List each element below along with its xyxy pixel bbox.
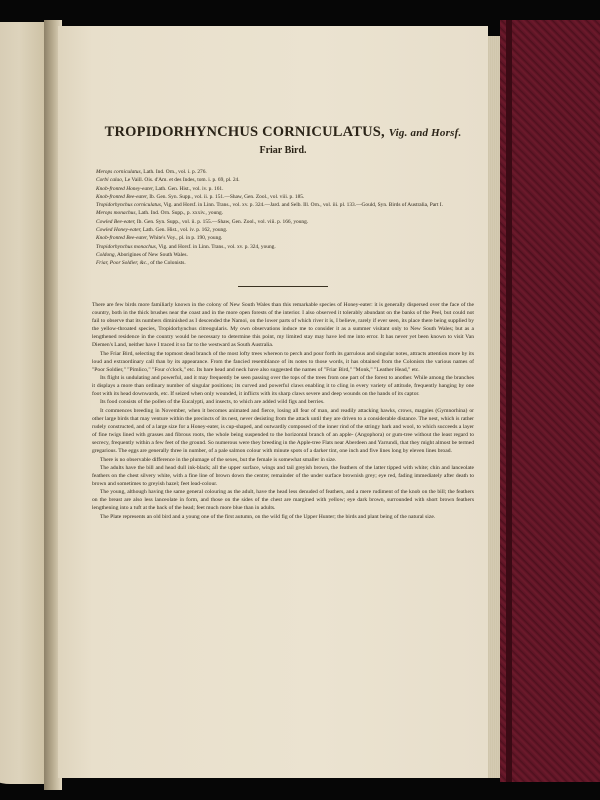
synonym-entry: Coldong, Aborigines of New South Wales. (96, 251, 188, 258)
page-content (92, 124, 474, 521)
synonym-entry: Knob-fronted Bee-eater, White's Voy., pl. in p. 190, young. (96, 235, 223, 242)
synonym-entry: Knob-fronted Honey-eater, Lath. Gen. Hist., vol. iv. p. 161. (96, 185, 224, 192)
species-authority: Vig. and Horsf. (388, 127, 462, 139)
paragraph: The Plate represents an old bird and a young one of the first autumn, on the wild fig of the Upper Hunter; the birds and plant being of the natural size. (100, 513, 436, 520)
species-name: TROPIDORHYNCHUS CORNICULATUS, (104, 124, 385, 140)
paragraph: There are few birds more familiarly known in the colony of New South Wales than this remarkable species of Honey-eater: it is generally dispersed over the face of the country, both in the thick brushes near the coast and in the more open forests of the interior. I also observed it tolerably abundant on the banks of the Peel, but could not fail to observe that its numbers diminished as I descended the Namoi, on the lower parts of which river it is, I believe, rarely if ever seen, its place there being supplied by the yellow-throated species, Tropidorhynchus citreogularis. My own observations induce me to consider it as a summer visitant only to New South Wales; but as a lengthened residence in the country would be necessary to determine this point, my limited stay may have led me into error. It has never yet been known to visit Van Diemen's Land, neither have I traced it so far to the westward as South Australia. (92, 301, 474, 349)
synonym-entry: Merops monachus, Lath. Ind. Orn. Supp., p. xxxiv., young. (96, 210, 224, 217)
synonym-entry: Tropidorhynchus monachus, Vig. and Horsf. in Linn. Trans., vol. xv. p. 324, young. (96, 243, 276, 250)
paragraph: The young, although having the same general colouring as the adult, have the head less denuded of feathers, and a mere rudiment of the knob on the bill; the feathers on the breast are also less lanceolate in form, and those on the sides of the chest are margined with yellow; eye dark brown, surrounded with short brown feathers lengthening into a tuft at the back of the head; feet much more blue than in adults. (92, 489, 474, 512)
description-text (92, 301, 474, 521)
synonym-entry: Tropidorhynchus corniculatus, Vig. and Horsf. in Linn. Trans., vol. xv. p. 324.—Jard. and Selb. Ill. Orn., vol. iii. pl. 133.—Gould, Syn. Birds of Australia, Part I. (96, 202, 443, 209)
synonym-entry: Merops corniculatus, Lath. Ind. Orn., vol. i. p. 276. (96, 169, 207, 175)
paragraph: It commences breeding in November, when it becomes animated and fierce, losing all fear of man, and readily attacking hawks, crows, magpies (Gymnorhina) or other large birds that may venture within the precincts of its nest, never desisting from the attack until they are driven to a considerable distance. The nest, which is rather rudely constructed, and of a large size for a Honey-eater, is cup-shaped, and outwardly composed of the inner rind of the stringy bark and wool, to which succeeds a layer of fine twigs lined with grasses and fibrous roots, the whole being suspended to the horizontal branch of an apple- (Angophora) or gum-tree without the least regard to secrecy, frequently within a few feet of the ground. So numerous were they breeding in the Apple-tree Flats near Aberdeen and Yarrundi, that they might almost be termed gregarious. The eggs are generally three in number, of a pale salmon colour with minute spots of a darker tint, one inch and five lines long by eleven lines broad. (92, 407, 474, 455)
synonym-entry: Corbi calao, Le Vaill. Ois. d'Am. et des Indes, tom. i. p. 69, pl. 24. (96, 177, 240, 184)
synonym-entry: Cowled Bee-eater, Ib. Gen. Syn. Supp., vol. ii. p. 155.—Shaw, Gen. Zool., vol. viii. p. 166, young. (96, 218, 309, 225)
species-title (92, 124, 474, 141)
synonym-list (92, 168, 474, 268)
paragraph: Its food consists of the pollen of the Eucalypti, and insects, to which are added wild figs and berries. (100, 399, 325, 406)
synonym-entry: Friar, Poor Soldier, &c., of the Colonists. (96, 260, 186, 267)
paragraph: The adults have the bill and head dull ink-black; all the upper surface, wings and tail greyish brown, the feathers of the latter tipped with white; chin and lanceolate feathers on the chest silvery white, with a fine line of brown down the centre; remainder of the under surface brownish grey; eye red, fading immediately after death to brown and sometimes to greyish hazel; feet lead-colour. (92, 464, 474, 487)
section-divider (238, 286, 328, 287)
paragraph: The Friar Bird, selecting the topmost dead branch of the most lofty trees whereon to perch and pour forth its garrulous and singular notes, attracts attention more by its loud and extraordinary call than by its appearance. From the fancied resemblance of its notes to those words, it has obtained from the Colonists the various names of "Poor Soldier," "Pimlico," "Four o'clock," etc. Its bare head and neck have also suggested the names of "Friar Bird," "Monk," "Leather Head," etc. (92, 350, 474, 373)
paragraph: Its flight is undulating and powerful, and it may frequently be seen passing over the tops of the trees from one part of the forest to another. While among the branches it displays a more than ordinary number of singular positions; its curved and powerful claws enabling it to cling in every variety of attitude, frequently hanging by one foot with its head downwards, etc. If seized when only wounded, it inflicts with its sharp claws severe and deep wounds on the hands of its captor. (92, 374, 474, 398)
synonym-entry: Knob-fronted Bee-eater, Ib. Gen. Syn. Supp., vol. ii. p. 151.—Shaw, Gen. Zool., vol. viii. p. 185. (96, 193, 305, 200)
common-name: Friar Bird. (259, 145, 307, 156)
book-cover-edge (500, 20, 600, 782)
synonym-entry: Cowled Honey-eater, Lath. Gen. Hist., vol. iv. p. 162, young. (96, 227, 228, 234)
paragraph: There is no observable difference in the plumage of the sexes, but the female is somewhat smaller in size. (100, 456, 337, 463)
